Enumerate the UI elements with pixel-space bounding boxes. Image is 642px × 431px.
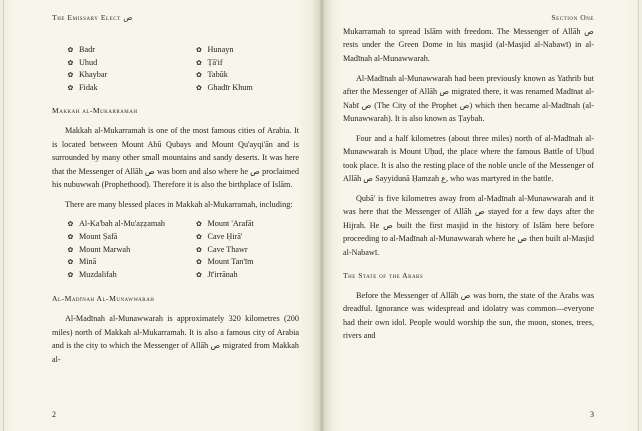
left-page-body xyxy=(52,124,299,211)
list-item xyxy=(181,231,300,244)
list-item-label: Mount Tan'īm xyxy=(207,257,254,267)
paragraph: Before the Messenger of Allāh ص was born, the state of the Arabs was dreadful. Ignorance was widespread and idolatry was common—everyone had their own idol. People would worship the sun, the moon, stones, trees, rivers and xyxy=(343,291,595,341)
flower-bullet-icon: ✿ xyxy=(67,258,74,267)
flower-bullet-icon: ✿ xyxy=(195,58,203,67)
list-item-label: Ṭā'if xyxy=(207,57,223,67)
list-item xyxy=(52,44,171,57)
flower-bullet-icon: ✿ xyxy=(67,71,74,80)
paragraph: Four and a half kilometres (about three miles) north of al-Madīnah al-Munawwarah is Mount Uḥud, the place where the famous Battle of Uḥud took place. It is also the resting place of the noble uncle of the Messenger of Allāh ص Sayyidunā Ḥamzah ع, who was martyred in the battle. xyxy=(343,133,594,184)
flower-bullet-icon: ✿ xyxy=(67,220,74,229)
list-item-label: Mount 'Arafāt xyxy=(207,219,254,229)
flower-bullet-icon: ✿ xyxy=(67,83,74,92)
flower-bullet-icon: ✿ xyxy=(67,46,74,54)
right-page xyxy=(321,0,642,431)
list-item xyxy=(52,218,171,231)
list-item xyxy=(52,244,171,257)
list-item-label: Mount Marwah xyxy=(79,244,131,254)
paragraph: Makkah al-Mukarramah is one of the most famous cities of Arabia. It is located between Mount Abū Qubays and Mount Qu'ayqi'ān and is surrounded by many other small mountains and sandy deserts. It was here that the Messenger of Allāh ص was born and also where he ص proclaimed his nubuwwah (Prophethood). Therefore it is also the birthplace of Islām. xyxy=(52,126,300,189)
left-running-head: The Emissary Elect ص xyxy=(52,13,133,22)
section-heading-arabs: The State of the Arabs xyxy=(343,271,424,280)
list-item-label: Cave Thawr xyxy=(207,244,248,254)
flower-bullet-icon: ✿ xyxy=(67,245,74,254)
battles-list xyxy=(52,44,299,94)
list-item xyxy=(181,244,300,257)
flower-bullet-icon: ✿ xyxy=(195,258,203,267)
paragraph: Mukarramah to spread Islām with freedom. The Messenger of Allāh ص rests under the Green Dome in his masjid (al-Masjid al-Nabawī) in al-Madīnah al-Munawwarah. xyxy=(343,27,594,63)
section-heading-madinah: Al-Madīnah Al-Munawwarah xyxy=(52,294,155,304)
page-number-left: 2 xyxy=(52,410,56,419)
list-item xyxy=(181,256,300,269)
paragraph: Al-Madīnah al-Munawwarah had been previously known as Yathrib but after the Messenger of Allāh ص migrated there, it was renamed Madīnat al-Nabī ص (The City of the Prophet ص) which then became al-Madīnah (al-Munawwarah). It is also known as Ṭaybah. xyxy=(343,73,594,123)
flower-bullet-icon: ✿ xyxy=(195,270,203,279)
list-item-label: Tabūk xyxy=(207,70,228,80)
list-item xyxy=(52,69,171,82)
list-item-label: Cave Ḥirā' xyxy=(207,231,243,241)
list-item-label: Khaybar xyxy=(79,70,108,80)
flower-bullet-icon: ✿ xyxy=(195,46,203,54)
list-item xyxy=(181,82,300,95)
list-item-label: Hunayn xyxy=(207,45,234,54)
list-item xyxy=(52,57,171,70)
list-item-label: Uhud xyxy=(79,57,98,67)
flower-bullet-icon: ✿ xyxy=(195,220,203,229)
list-item-label: Fidak xyxy=(79,82,98,92)
list-item xyxy=(181,44,300,57)
flower-bullet-icon: ✿ xyxy=(195,245,203,254)
list-item-label: Mount Ṣafā xyxy=(79,231,118,241)
list-item xyxy=(52,82,171,95)
right-page-body xyxy=(343,25,594,259)
paragraph: There are many blessed places in Makkah al-Mukarramah, including: xyxy=(65,199,293,209)
list-item-label: Ghadīr Khum xyxy=(207,82,253,92)
list-item-label: Muzdalifah xyxy=(79,269,117,279)
left-page-body-2 xyxy=(52,312,299,366)
flower-bullet-icon: ✿ xyxy=(67,270,74,279)
list-item-label: Minā xyxy=(79,257,97,267)
section-heading-makkah: Makkah al-Mukarramah xyxy=(52,106,138,116)
flower-bullet-icon: ✿ xyxy=(67,232,74,241)
right-page-body-2 xyxy=(343,289,594,343)
flower-bullet-icon: ✿ xyxy=(195,83,203,92)
blessed-places-list-block xyxy=(52,218,299,281)
list-item xyxy=(52,256,171,269)
flower-bullet-icon: ✿ xyxy=(195,232,203,241)
list-item xyxy=(181,269,300,282)
battles-list-block xyxy=(52,44,299,94)
flower-bullet-icon: ✿ xyxy=(195,71,203,80)
list-item xyxy=(181,69,300,82)
list-item xyxy=(52,269,171,282)
blessed-places-list xyxy=(52,218,299,281)
page-number-right: 3 xyxy=(590,410,594,419)
right-running-head: Section One xyxy=(551,13,594,22)
list-item xyxy=(181,57,300,70)
list-item-label: Jī'irrānah xyxy=(207,269,238,279)
list-item xyxy=(52,231,171,244)
paragraph: Qubā' is five kilometres away from al-Madīnah al-Munawwarah and it was here that the Messenger of Allāh ص stayed for a few days after the Hijrah. He ص built the first masjid in the history of Islām here before proceeding to al-Madīnah al-Munawwarah where he ص then built al-Masjid al-Nabawī. xyxy=(343,193,594,257)
list-item-label: Badr xyxy=(79,45,95,54)
list-item-label: Al-Ka'bah al-Mu'aẓẓamah xyxy=(79,219,165,229)
list-item xyxy=(181,218,300,231)
flower-bullet-icon: ✿ xyxy=(67,58,74,67)
paragraph: Al-Madīnah al-Munawwarah is approximately 320 kilometres (200 miles) north of Makkah al-Mukarramah. It is also a famous city of Arabia and is the city to which the Messenger of Allāh ص migrated from Makkah al- xyxy=(52,314,299,364)
